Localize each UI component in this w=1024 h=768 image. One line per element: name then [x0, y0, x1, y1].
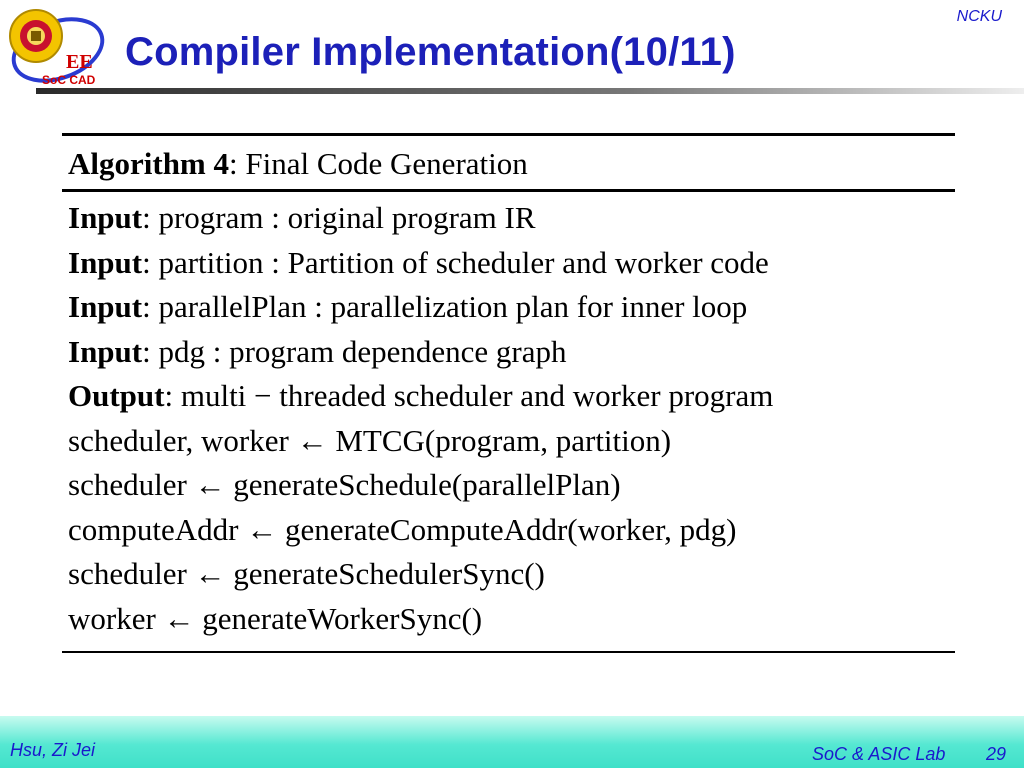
line-keyword: Input: [68, 289, 143, 324]
line-text: scheduler, worker ← MTCG(program, partition): [68, 422, 672, 458]
org-label: NCKU: [956, 8, 1002, 25]
algorithm-line: [68, 508, 955, 553]
line-keyword: Output: [68, 378, 165, 413]
slide-title: Compiler Implementation(10/11): [125, 30, 736, 74]
algorithm-bottom-rule: [62, 651, 955, 653]
logo-ee-text: EE: [66, 51, 93, 73]
line-keyword: Input: [68, 333, 143, 369]
line-keyword: Input: [68, 244, 143, 280]
line-keyword: Input: [68, 200, 143, 235]
algorithm-line: [68, 463, 955, 508]
algorithm-line: [68, 597, 955, 642]
algorithm-line: [68, 330, 955, 375]
algorithm-line: [68, 285, 955, 330]
lab-name: SoC & ASIC Lab: [812, 744, 946, 764]
algorithm-line: [68, 552, 955, 597]
line-text: worker ← generateWorkerSync(): [68, 600, 483, 636]
line-text: scheduler ← generateSchedule(parallelPlan): [68, 467, 621, 502]
algorithm-box: [62, 133, 955, 653]
line-text: : program : original program IR: [142, 200, 536, 235]
line-text: : pdg : program dependence graph: [142, 333, 567, 369]
line-text: scheduler ← generateSchedulerSync(): [68, 556, 545, 591]
algorithm-number: Algorithm 4: [68, 146, 230, 181]
algorithm-name: : Final Code Generation: [229, 146, 528, 181]
algorithm-line: [68, 419, 955, 464]
algorithm-body: [62, 192, 955, 645]
algorithm-heading: [62, 136, 955, 189]
line-text: computeAddr ← generateComputeAddr(worker, pdg): [68, 511, 737, 547]
line-text: : partition : Partition of scheduler and worker code: [142, 244, 769, 280]
author-name: Hsu, Zi Jei: [10, 740, 96, 760]
algorithm-line: [68, 374, 955, 419]
line-text: : multi − threaded scheduler and worker program: [164, 378, 774, 413]
page-number: 29: [986, 744, 1007, 764]
algorithm-line: [68, 241, 955, 286]
logo-soc-cad-text: SoC CAD: [42, 73, 96, 86]
line-text: : parallelPlan : parallelization plan for inner loop: [142, 289, 748, 324]
ee-soc-cad-logo: [6, 6, 106, 86]
algorithm-line: [68, 196, 955, 241]
title-underline: [36, 88, 1024, 94]
